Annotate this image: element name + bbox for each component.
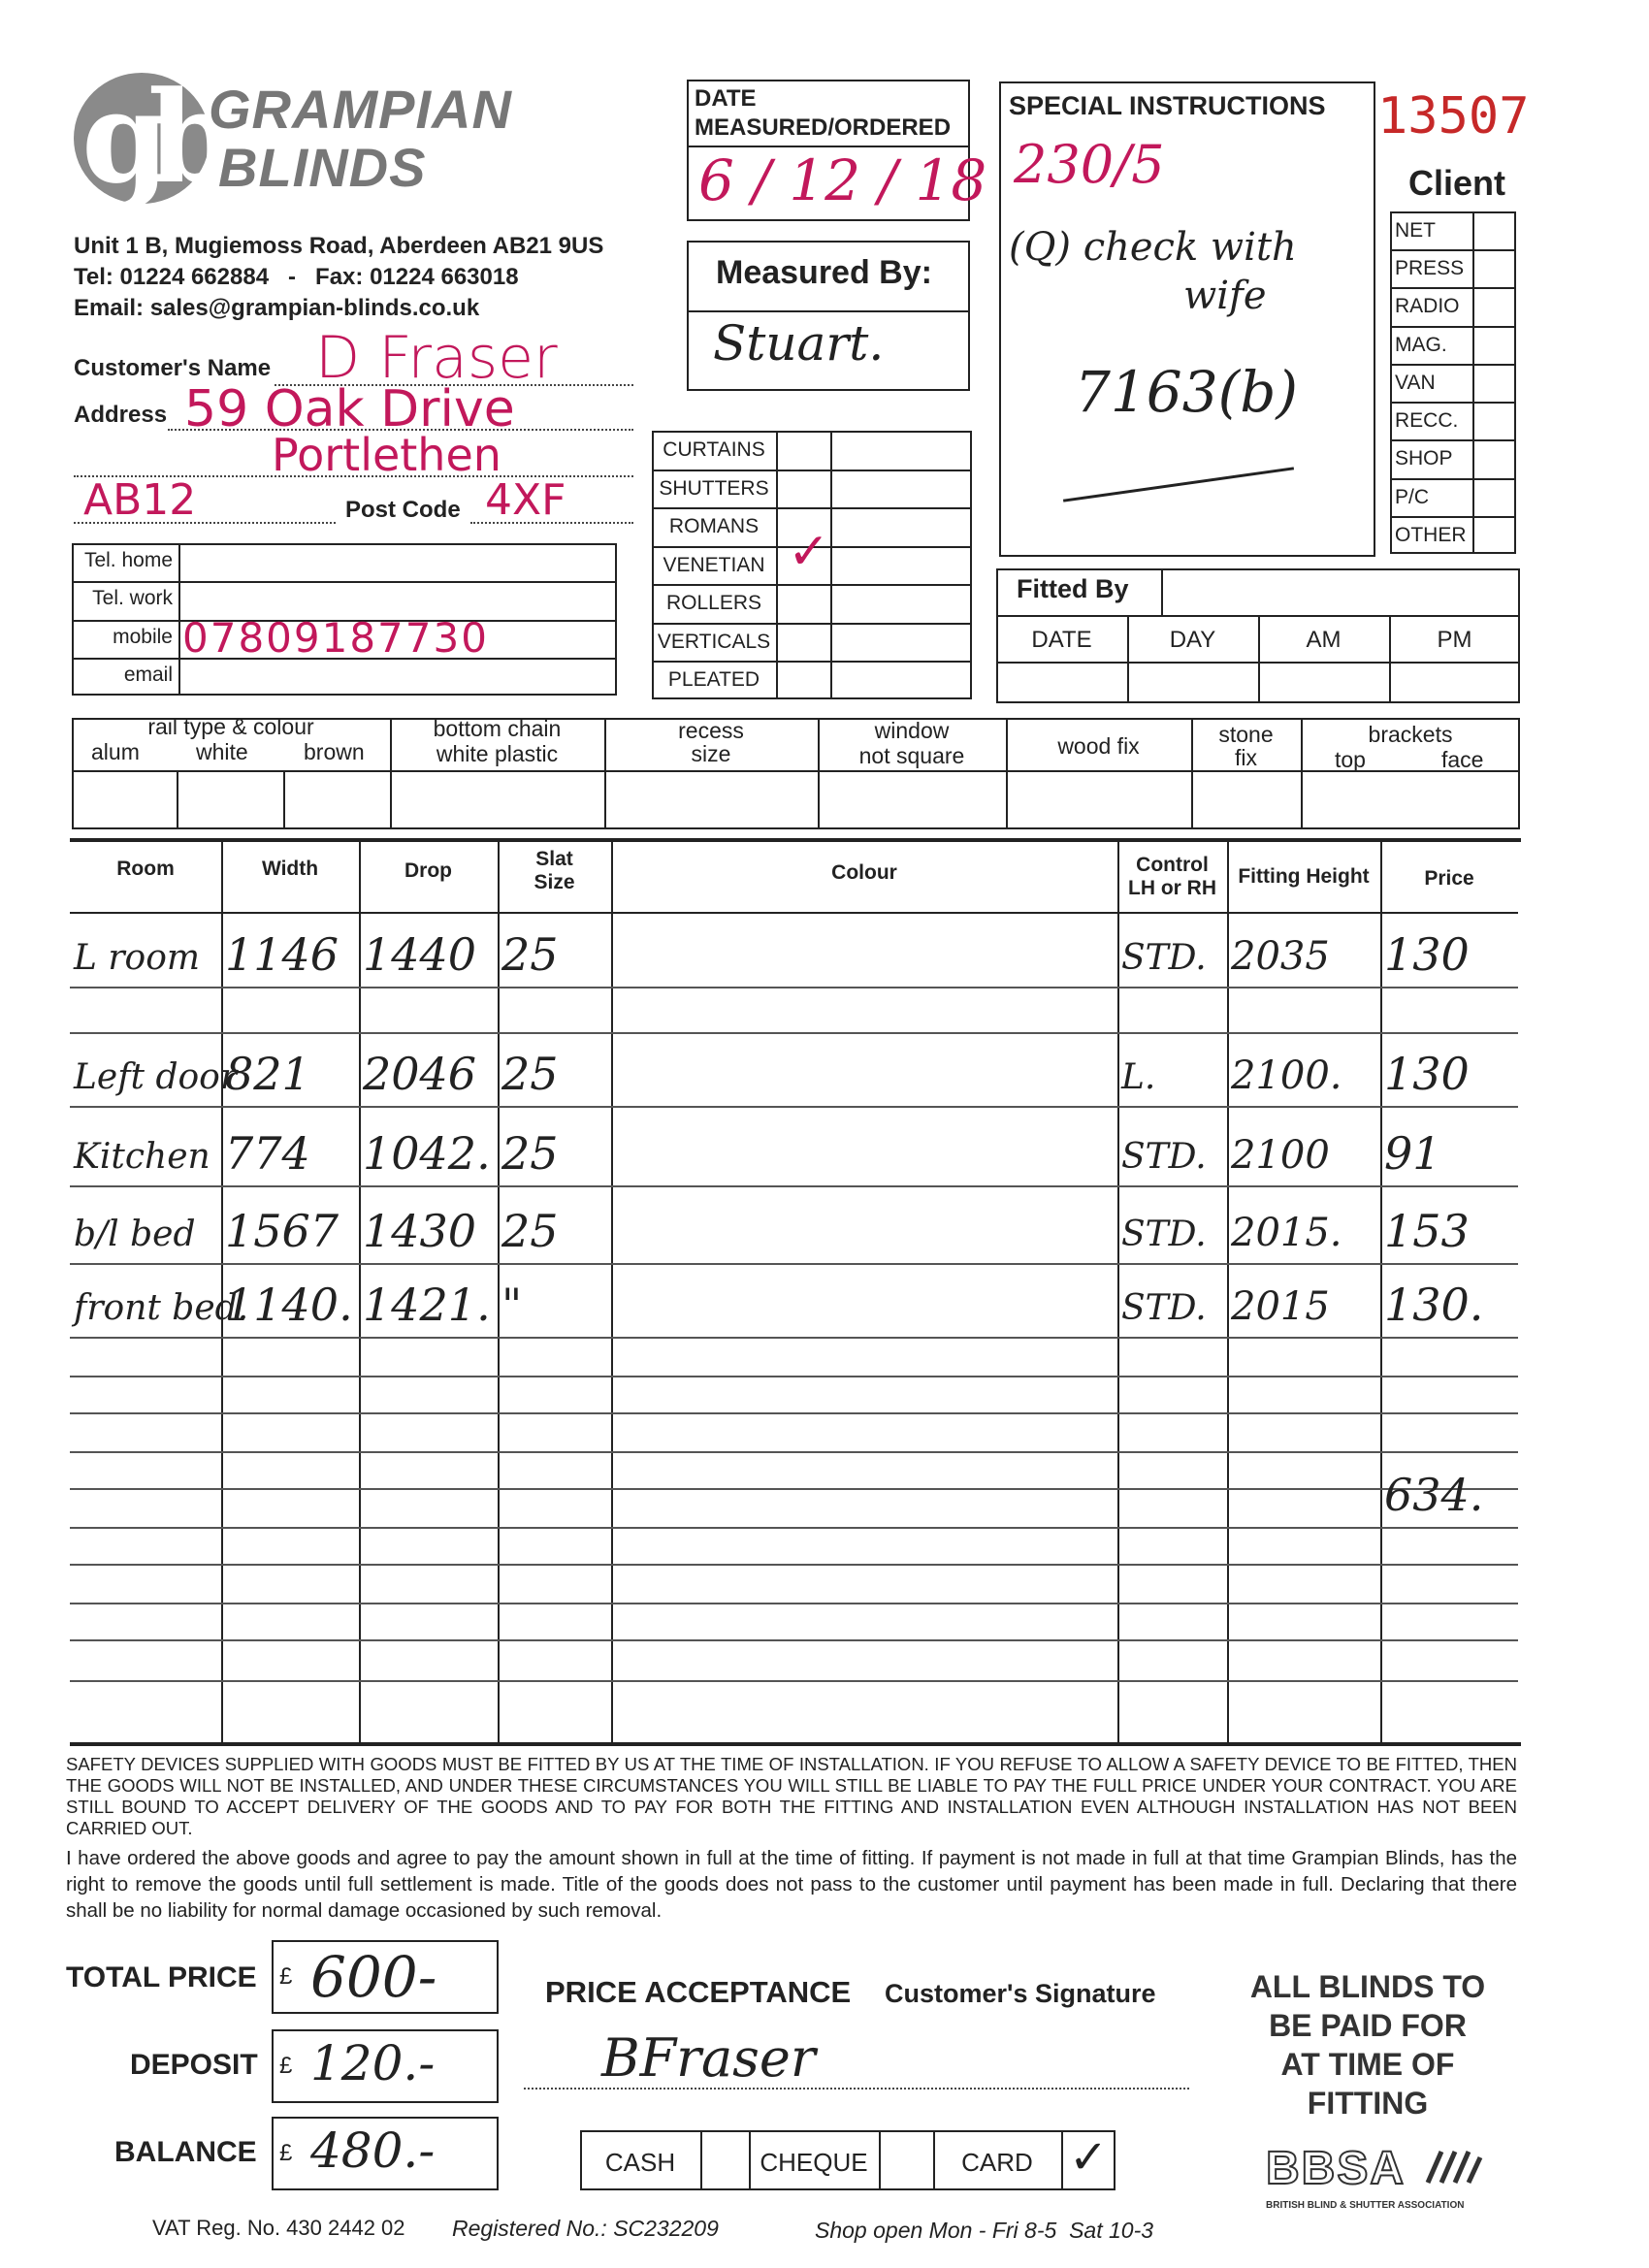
table-cell[interactable]: front bed. bbox=[74, 1288, 249, 1328]
client-option-checkbox[interactable] bbox=[1474, 215, 1513, 245]
client-option: PRESS bbox=[1395, 257, 1465, 280]
table-header: LH or RH bbox=[1128, 877, 1216, 899]
table-cell[interactable]: 2100. bbox=[1231, 1053, 1342, 1098]
product-type-label: ROLLERS bbox=[665, 592, 762, 615]
company-name-line2: BLINDS bbox=[218, 137, 427, 198]
wood-fix-label: wood fix bbox=[1057, 733, 1140, 759]
brackets-top-label: top bbox=[1335, 747, 1366, 772]
notice-line1: ALL BLINDS TO bbox=[1249, 1969, 1486, 2004]
table-cell[interactable]: 821 bbox=[225, 1048, 310, 1100]
table-row bbox=[70, 987, 1518, 1032]
table-row bbox=[70, 1376, 1518, 1412]
measured-by-label: Measured By: bbox=[716, 254, 932, 291]
client-label: Client bbox=[1408, 163, 1506, 203]
order-number: 13507 bbox=[1377, 87, 1530, 146]
table-cell[interactable]: 25 bbox=[501, 1048, 559, 1100]
table-cell[interactable]: 774 bbox=[225, 1127, 310, 1180]
client-option: RECC. bbox=[1395, 409, 1459, 433]
table-cell[interactable]: L. bbox=[1121, 1057, 1156, 1097]
fitted-by-col-label: AM bbox=[1306, 627, 1342, 653]
deposit-currency: £ bbox=[279, 2053, 293, 2079]
table-cell[interactable]: 25 bbox=[501, 1205, 559, 1257]
postcode-prefix[interactable]: AB12 bbox=[83, 475, 197, 525]
bottom-chain-label-1: bottom chain bbox=[433, 716, 562, 741]
phone-value[interactable]: 07809187730 bbox=[182, 613, 489, 662]
table-cell[interactable]: STD. bbox=[1121, 1215, 1207, 1254]
table-cell[interactable]: 25 bbox=[501, 1127, 559, 1180]
product-type-label: VENETIAN bbox=[663, 553, 765, 576]
client-option: NET bbox=[1395, 219, 1436, 242]
table-header: Price bbox=[1424, 867, 1474, 890]
vat-number: VAT Reg. No. 430 2442 02 bbox=[152, 2216, 405, 2240]
product-type-label: PLEATED bbox=[667, 668, 760, 692]
table-cell[interactable]: b/l bed bbox=[74, 1215, 196, 1254]
special-instructions-line4[interactable]: 7163(b) bbox=[1075, 359, 1298, 425]
client-option: SHOP bbox=[1395, 447, 1453, 470]
bbsa-stripes-icon bbox=[1424, 2150, 1482, 2185]
date-value[interactable]: 6 / 12 / 18 bbox=[698, 147, 987, 213]
deposit-label: DEPOSIT bbox=[130, 2049, 258, 2081]
shop-hours: Shop open Mon - Fri 8-5 Sat 10-3 bbox=[815, 2218, 1154, 2243]
stone-fix-label-1: stone bbox=[1218, 722, 1274, 747]
price-acceptance-label: PRICE ACCEPTANCE bbox=[545, 1975, 852, 2009]
table-row bbox=[70, 1412, 1518, 1451]
product-type-label: ROMANS bbox=[668, 515, 760, 538]
total-price-label: TOTAL PRICE bbox=[66, 1961, 257, 1993]
balance-currency: £ bbox=[279, 2140, 293, 2166]
table-cell[interactable]: 1567 bbox=[225, 1205, 340, 1257]
date-label-2: MEASURED/ORDERED bbox=[695, 114, 952, 141]
address-line2[interactable]: Portlethen bbox=[272, 429, 501, 481]
company-phone-fax: Tel: 01224 662884 - Fax: 01224 663018 bbox=[74, 264, 519, 290]
client-option-checkbox[interactable] bbox=[1474, 405, 1513, 436]
notice-line4: FITTING bbox=[1307, 2086, 1429, 2121]
notice-line2: BE PAID FOR bbox=[1269, 2008, 1467, 2043]
table-bottom-rule bbox=[70, 1742, 1521, 1746]
recess-label-1: recess bbox=[678, 718, 744, 743]
table-row bbox=[70, 1451, 1518, 1488]
fitted-by-label: Fitted By bbox=[1017, 574, 1129, 603]
table-header: Width bbox=[261, 858, 319, 880]
table-cell[interactable]: 1440 bbox=[363, 928, 477, 981]
client-option: OTHER bbox=[1395, 523, 1467, 546]
fitted-by-cell[interactable] bbox=[1393, 665, 1516, 698]
fitted-by-col-label: DATE bbox=[1031, 627, 1092, 653]
measured-by-value[interactable]: Stuart. bbox=[713, 315, 885, 372]
special-instructions-label: SPECIAL INSTRUCTIONS bbox=[1009, 91, 1326, 120]
customer-signature-label: Customer's Signature bbox=[885, 1979, 1156, 2008]
client-option: MAG. bbox=[1395, 333, 1447, 356]
customer-name-value[interactable]: D Fraser bbox=[315, 324, 558, 392]
table-cell[interactable]: 130 bbox=[1384, 928, 1470, 981]
fitted-by-cell[interactable] bbox=[1131, 665, 1254, 698]
table-cell[interactable]: 130 bbox=[1384, 1048, 1470, 1100]
table-header: Fitting Height bbox=[1238, 865, 1370, 888]
notice-line3: AT TIME OF bbox=[1280, 2047, 1455, 2082]
client-option-checkbox[interactable] bbox=[1474, 482, 1513, 512]
table-cell[interactable]: Kitchen bbox=[74, 1137, 210, 1177]
bbsa-caption: BRITISH BLIND & SHUTTER ASSOCIATION bbox=[1266, 2200, 1465, 2211]
table-cell[interactable]: 2100 bbox=[1231, 1133, 1330, 1178]
table-cell[interactable]: STD. bbox=[1121, 1288, 1207, 1328]
table-row bbox=[70, 1527, 1518, 1564]
table-cell[interactable]: " bbox=[501, 1279, 523, 1331]
special-instructions-line3[interactable]: wife bbox=[1183, 274, 1267, 318]
fitted-by-cell[interactable] bbox=[1000, 665, 1123, 698]
window-label-1: window bbox=[874, 718, 950, 743]
table-header: Size bbox=[534, 871, 575, 893]
table-cell[interactable]: 130. bbox=[1384, 1279, 1484, 1331]
table-cell[interactable]: L room bbox=[74, 938, 201, 978]
table-cell[interactable]: 2015. bbox=[1231, 1211, 1342, 1255]
product-type-label: CURTAINS bbox=[663, 438, 765, 461]
total-currency: £ bbox=[279, 1963, 293, 1990]
bbsa-logo: BBSA bbox=[1266, 2143, 1406, 2194]
special-instructions-line1[interactable]: 230/5 bbox=[1014, 134, 1165, 195]
postcode-value[interactable]: 4XF bbox=[485, 475, 566, 525]
phone-label: Tel. home bbox=[83, 549, 173, 571]
phone-label: mobile bbox=[113, 625, 173, 648]
stone-fix-label-2: fix bbox=[1235, 745, 1257, 770]
client-option-checkbox[interactable] bbox=[1474, 291, 1513, 321]
table-cell[interactable]: 1042. bbox=[363, 1127, 491, 1180]
client-option-checkbox[interactable] bbox=[1474, 330, 1513, 360]
rail-alum-label: alum bbox=[91, 739, 140, 764]
client-option-checkbox[interactable] bbox=[1474, 443, 1513, 473]
company-name-line1: GRAMPIAN bbox=[209, 79, 512, 140]
table-header: Drop bbox=[404, 859, 452, 882]
deposit-value[interactable]: 120.- bbox=[310, 2035, 436, 2091]
card-check-mark[interactable]: ✓ bbox=[1069, 2130, 1109, 2185]
registered-number: Registered No.: SC232209 bbox=[452, 2216, 719, 2241]
client-option: VAN bbox=[1395, 371, 1436, 394]
company-logo: gb bbox=[74, 73, 219, 204]
client-option: P/C bbox=[1395, 485, 1430, 508]
table-row bbox=[70, 1488, 1518, 1527]
brackets-label: brackets bbox=[1368, 722, 1453, 747]
table-row bbox=[70, 1680, 1518, 1742]
balance-label: BALANCE bbox=[114, 2136, 257, 2168]
product-type-checkbox[interactable]: ✓ bbox=[788, 523, 830, 580]
table-cell[interactable]: 153 bbox=[1384, 1205, 1470, 1257]
table-cell[interactable]: 1430 bbox=[363, 1205, 477, 1257]
table-header: Slat bbox=[535, 848, 573, 870]
table-cell[interactable]: Left door bbox=[74, 1057, 238, 1097]
table-header: Room bbox=[116, 858, 175, 880]
table-cell[interactable]: 25 bbox=[501, 928, 559, 981]
table-cell[interactable]: 2015 bbox=[1231, 1284, 1330, 1329]
client-option-checkbox[interactable] bbox=[1474, 253, 1513, 283]
table-cell[interactable]: STD. bbox=[1121, 1137, 1207, 1177]
fitted-by-col-label: PM bbox=[1437, 627, 1472, 653]
client-option-checkbox[interactable] bbox=[1474, 520, 1513, 550]
table-row bbox=[70, 1337, 1518, 1376]
client-option-checkbox[interactable] bbox=[1474, 368, 1513, 398]
special-instructions-line2[interactable]: (Q) check with bbox=[1009, 225, 1297, 270]
table-row bbox=[70, 1603, 1518, 1639]
brackets-face-label: face bbox=[1441, 747, 1484, 772]
fitted-by-col-label: DAY bbox=[1169, 627, 1216, 653]
table-cell[interactable]: 1140. bbox=[225, 1279, 353, 1331]
fitted-by-cell[interactable] bbox=[1262, 665, 1385, 698]
table-cell[interactable]: 1146 bbox=[225, 928, 340, 981]
address-line1[interactable]: 59 Oak Drive bbox=[184, 380, 515, 438]
table-row bbox=[70, 1564, 1518, 1603]
table-header: Control bbox=[1136, 854, 1209, 876]
recess-label-2: size bbox=[691, 741, 731, 766]
bottom-chain-label-2: white plastic bbox=[436, 741, 559, 766]
table-top-rule bbox=[70, 838, 1521, 842]
company-email: Email: sales@grampian-blinds.co.uk bbox=[74, 295, 480, 321]
total-price-value[interactable]: 600- bbox=[310, 1944, 437, 2010]
phone-label: Tel. work bbox=[92, 587, 173, 610]
table-cell[interactable]: 91 bbox=[1384, 1127, 1441, 1180]
client-option: RADIO bbox=[1395, 295, 1460, 318]
payment-cheque[interactable]: CHEQUE bbox=[760, 2148, 868, 2177]
payment-cash[interactable]: CASH bbox=[604, 2148, 676, 2177]
product-type-label: VERTICALS bbox=[657, 630, 771, 653]
customer-name-label: Customer's Name bbox=[74, 355, 272, 381]
table-cell[interactable]: 1421. bbox=[363, 1279, 491, 1331]
date-label-1: DATE bbox=[695, 85, 757, 112]
company-address: Unit 1 B, Mugiemoss Road, Aberdeen AB21 9US bbox=[74, 233, 604, 259]
window-label-2: not square bbox=[858, 743, 965, 768]
balance-value[interactable]: 480.- bbox=[310, 2122, 436, 2179]
table-header: Colour bbox=[831, 861, 897, 884]
customer-signature[interactable]: BFraser bbox=[601, 2027, 816, 2089]
table-cell[interactable]: STD. bbox=[1121, 938, 1207, 978]
table-cell[interactable]: 634. bbox=[1384, 1469, 1484, 1521]
address-label: Address bbox=[74, 402, 168, 428]
table-cell[interactable]: 2035 bbox=[1231, 934, 1330, 979]
safety-terms: SAFETY DEVICES SUPPLIED WITH GOODS MUST BE FITTED BY US AT THE TIME OF INSTALLATION. IF YOU REFUSE TO ALLOW A SAFETY DEVICE TO BE FITTED, THEN THE GOODS WILL NOT BE INSTALLED, AND UNDER THESE CIRCUMSTANCES YOU WILL STILL BE LIABLE TO PAY THE FULL PRICE UNDER YOUR CONTRACT. YOU ARE STILL BOUND TO ACCEPT DELIVERY OF THE GOODS AND TO PAY FOR BOTH THE FITTING AND INSTALLATION EVEN ALTHOUGH INSTALLATION HAS NOT BEEN CARRIED OUT. bbox=[66, 1754, 1517, 1838]
payment-card[interactable]: CARD bbox=[961, 2148, 1033, 2177]
table-row bbox=[70, 1639, 1518, 1680]
rail-type-label: rail type & colour bbox=[147, 714, 314, 739]
rail-white-label: white bbox=[196, 739, 248, 764]
table-cell[interactable]: 2046 bbox=[363, 1048, 477, 1100]
rail-brown-label: brown bbox=[304, 739, 365, 764]
agreement-terms: I have ordered the above goods and agree to pay the amount shown in full at the time of fitting. If payment is not made in full at that time Grampian Blinds, has the right to remove the goods until full settlement is made. Title of the goods does not pass to the customer until payment has been made in full. Declaring that there shall be no liability for normal damage occasioned by such removal. bbox=[66, 1847, 1517, 1922]
phone-label: email bbox=[123, 663, 173, 686]
product-type-label: SHUTTERS bbox=[659, 476, 769, 500]
postcode-label: Post Code bbox=[345, 497, 461, 523]
